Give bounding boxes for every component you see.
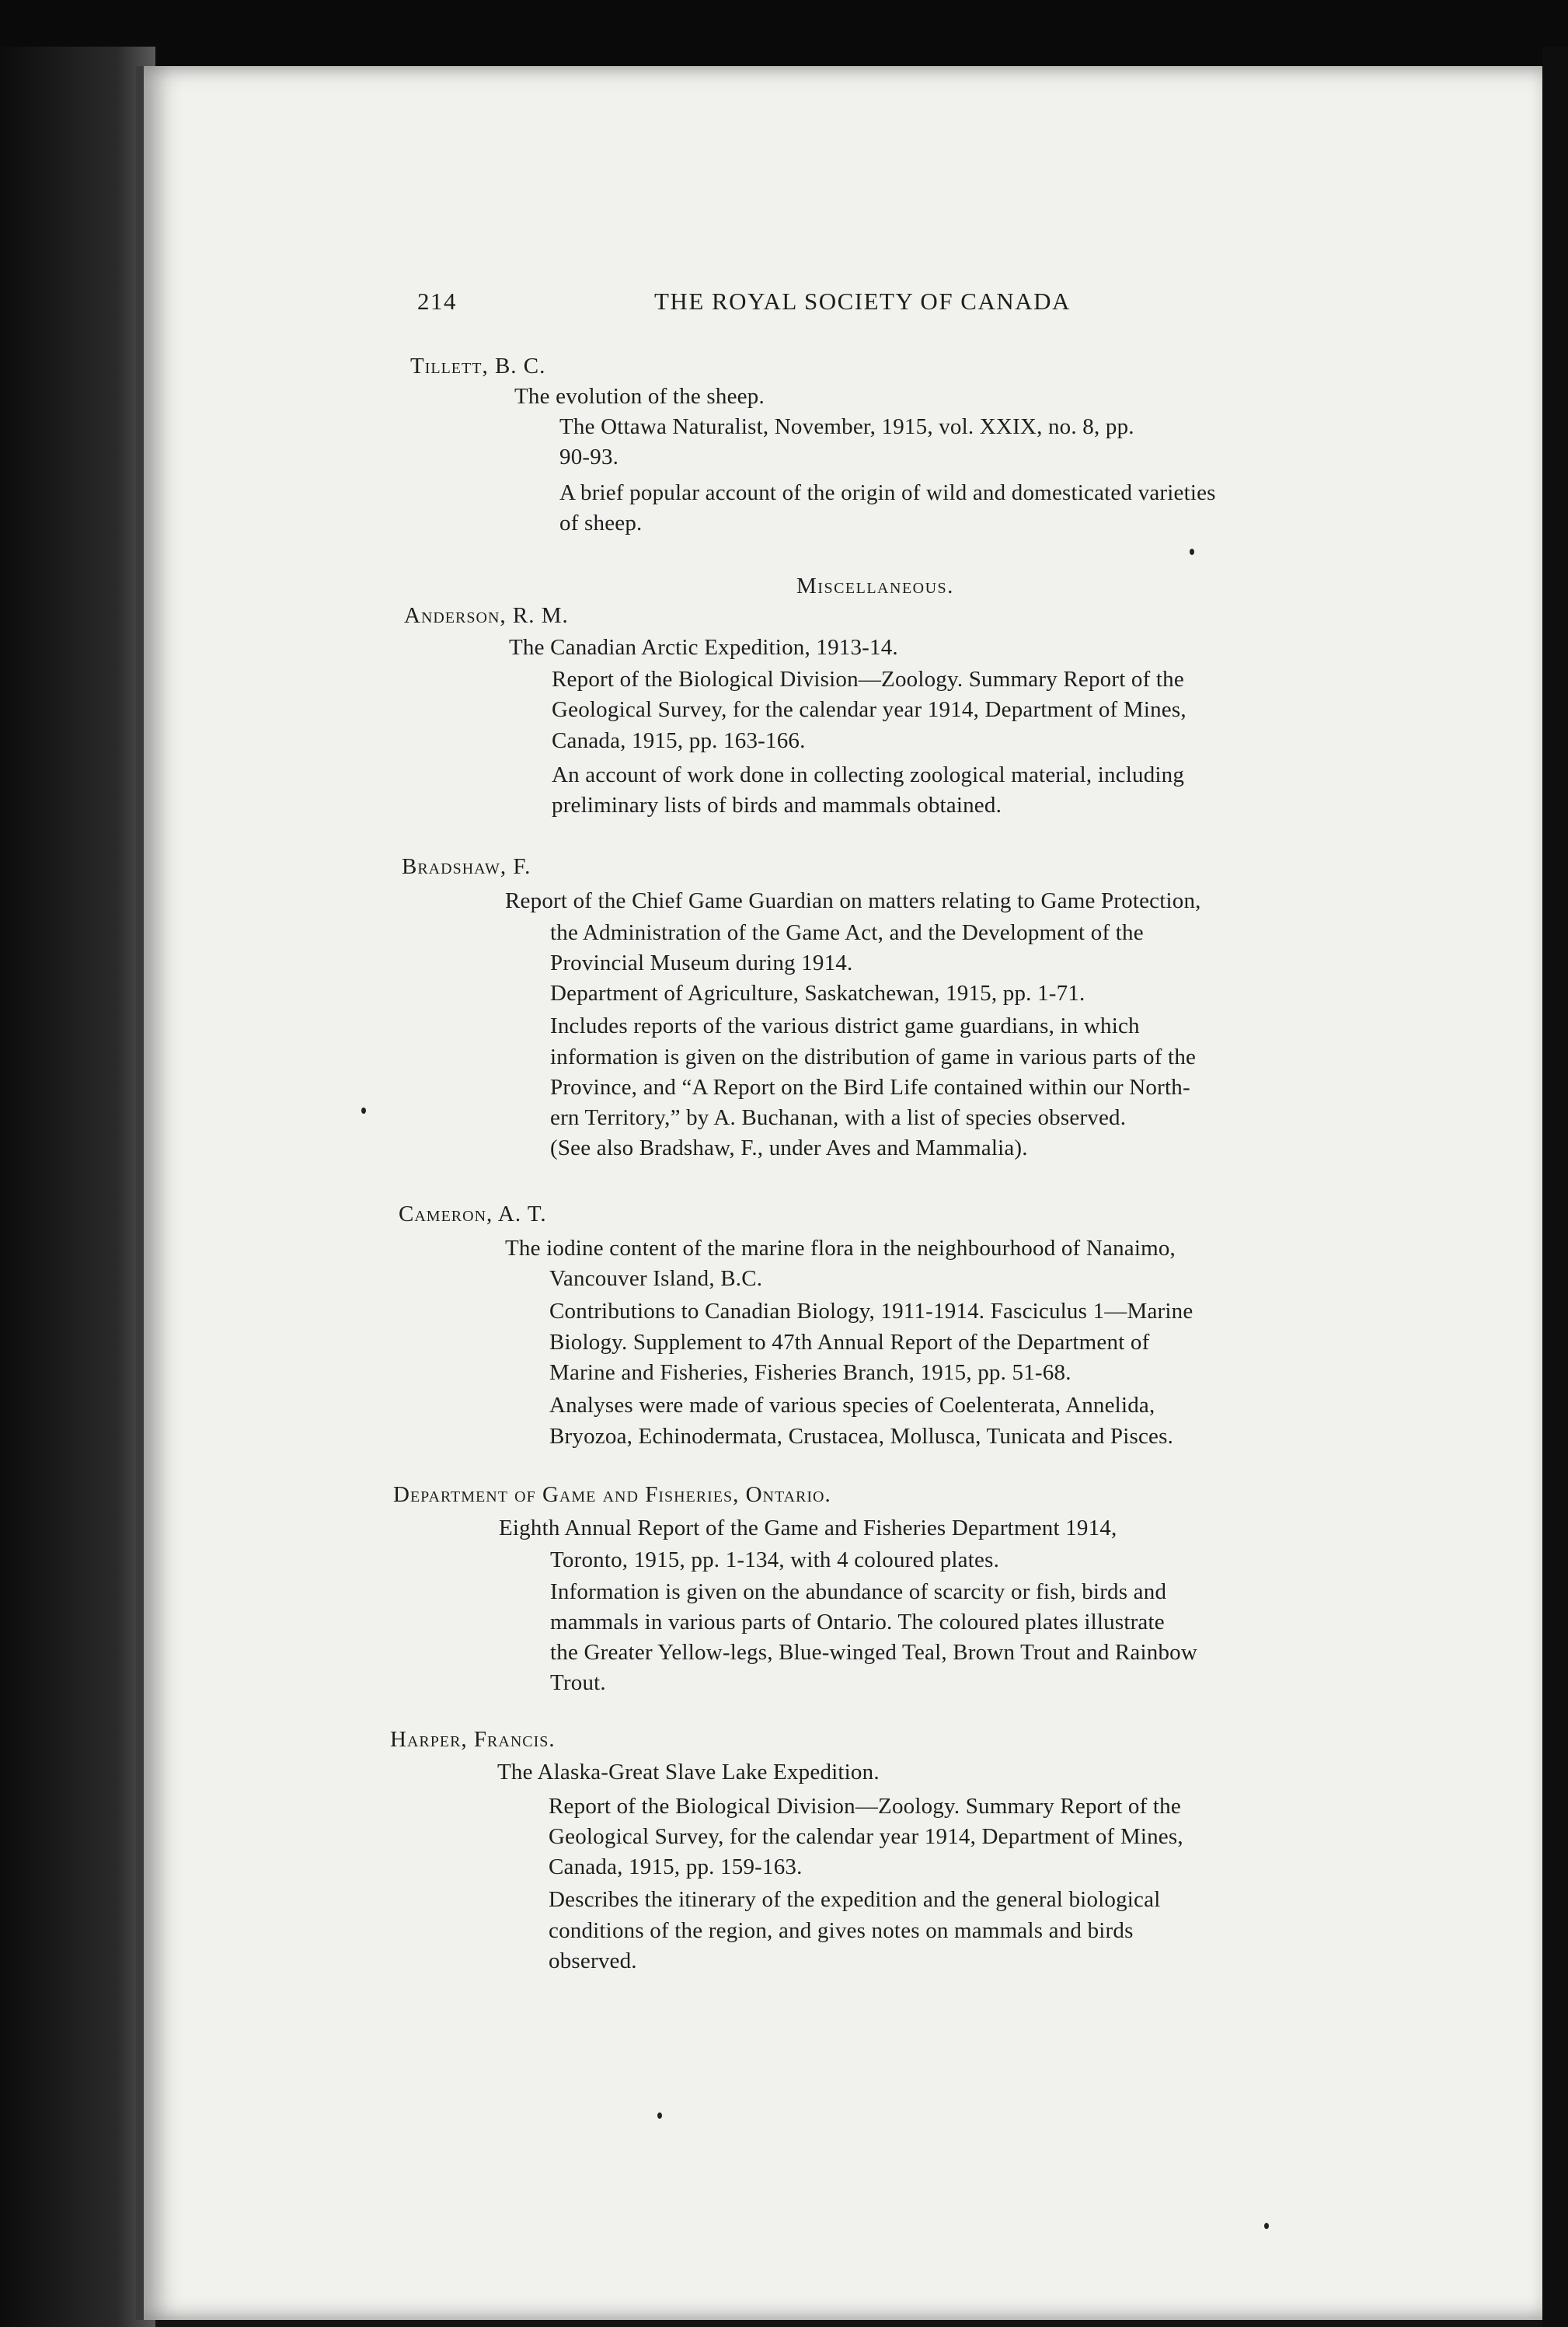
entry-citation: Canada, 1915, pp. 159-163. — [549, 1854, 803, 1879]
entry-author: Cameron, A. T. — [399, 1202, 547, 1226]
entry-author: Harper, Francis. — [390, 1727, 556, 1752]
book-page — [136, 66, 1550, 2320]
entry-citation: The Ottawa Naturalist, November, 1915, vol. XXIX, no. 8, pp. — [559, 414, 1134, 439]
entry-note: Includes reports of the various district game guardians, in which — [550, 1013, 1140, 1038]
entry-note: information is given on the distribution of game in various parts of the — [550, 1045, 1197, 1069]
entry-title: The Alaska-Great Slave Lake Expedition. — [497, 1760, 880, 1784]
entry-title: The iodine content of the marine flora in the neighbourhood of Nanaimo, — [505, 1236, 1176, 1261]
entry-note: Province, and “A Report on the Bird Life contained within our North- — [550, 1075, 1190, 1100]
entry-title: Report of the Chief Game Guardian on matters relating to Game Protection, — [505, 888, 1201, 913]
entry-citation: Report of the Biological Division—Zoology. Summary Report of the — [549, 1794, 1181, 1819]
entry-note: Information is given on the abundance of scarcity or fish, birds and — [550, 1579, 1167, 1604]
entry-citation: Contributions to Canadian Biology, 1911-1914. Fasciculus 1—Marine — [549, 1299, 1193, 1324]
entry-note: Trout. — [550, 1670, 606, 1695]
entry-note: ern Territory,” by A. Buchanan, with a list of species observed. — [550, 1105, 1127, 1130]
entry-note: conditions of the region, and gives notes on mammals and birds — [549, 1918, 1134, 1943]
entry-citation: 90-93. — [559, 445, 619, 469]
entry-note: preliminary lists of birds and mammals obtained. — [552, 793, 1002, 818]
entry-author: Anderson, R. M. — [404, 603, 569, 628]
entry-title: The evolution of the sheep. — [514, 384, 765, 409]
scan-right-border — [1542, 47, 1568, 2327]
entry-title: The Canadian Arctic Expedition, 1913-14. — [509, 635, 898, 660]
scan-speck — [361, 1108, 366, 1114]
entry-note: Describes the itinerary of the expedition and the general biological — [549, 1887, 1161, 1912]
scan-speck — [657, 2112, 662, 2119]
page-number: 214 — [417, 288, 457, 315]
scan-speck — [1264, 2223, 1269, 2229]
entry-citation: Toronto, 1915, pp. 1-134, with 4 coloured plates. — [550, 1547, 1000, 1572]
entry-citation: Department of Agriculture, Saskatchewan, 1915, pp. 1-71. — [550, 981, 1085, 1006]
section-heading: Miscellaneous. — [796, 574, 954, 598]
entry-note: An account of work done in collecting zoological material, including — [552, 762, 1185, 787]
entry-title: Vancouver Island, B.C. — [549, 1266, 763, 1291]
entry-citation: Marine and Fisheries, Fisheries Branch, 1915, pp. 51-68. — [549, 1360, 1071, 1385]
entry-citation: Canada, 1915, pp. 163-166. — [552, 728, 806, 753]
entry-citation: Report of the Biological Division—Zoology. Summary Report of the — [552, 667, 1184, 692]
running-title: THE ROYAL SOCIETY OF CANADA — [654, 288, 1071, 315]
entry-note: (See also Bradshaw, F., under Aves and Mammalia). — [550, 1136, 1028, 1160]
entry-title: Eighth Annual Report of the Game and Fisheries Department 1914, — [499, 1516, 1117, 1540]
entry-note: Bryozoa, Echinodermata, Crustacea, Mollusca, Tunicata and Pisces. — [549, 1424, 1174, 1449]
entry-citation: Geological Survey, for the calendar year 1914, Department of Mines, — [552, 697, 1186, 722]
entry-title: the Administration of the Game Act, and the Development of the — [550, 920, 1144, 945]
entry-citation: Geological Survey, for the calendar year 1914, Department of Mines, — [549, 1824, 1183, 1849]
book-binding-edge — [0, 47, 155, 2327]
entry-author: Tillett, B. C. — [410, 354, 546, 379]
entry-note: observed. — [549, 1948, 637, 1973]
entry-note: mammals in various parts of Ontario. The coloured plates illustrate — [550, 1610, 1165, 1634]
scan-speck — [1190, 549, 1194, 555]
entry-note: the Greater Yellow-legs, Blue-winged Teal, Brown Trout and Rainbow — [550, 1640, 1198, 1665]
entry-note: Analyses were made of various species of Coelenterata, Annelida, — [549, 1393, 1155, 1418]
entry-author: Department of Game and Fisheries, Ontario. — [393, 1482, 831, 1507]
entry-citation: Biology. Supplement to 47th Annual Report of the Department of — [549, 1330, 1150, 1355]
entry-note: A brief popular account of the origin of wild and domesticated varieties — [559, 480, 1216, 505]
entry-title: Provincial Museum during 1914. — [550, 951, 853, 975]
entry-note: of sheep. — [559, 511, 643, 536]
entry-author: Bradshaw, F. — [402, 854, 531, 879]
